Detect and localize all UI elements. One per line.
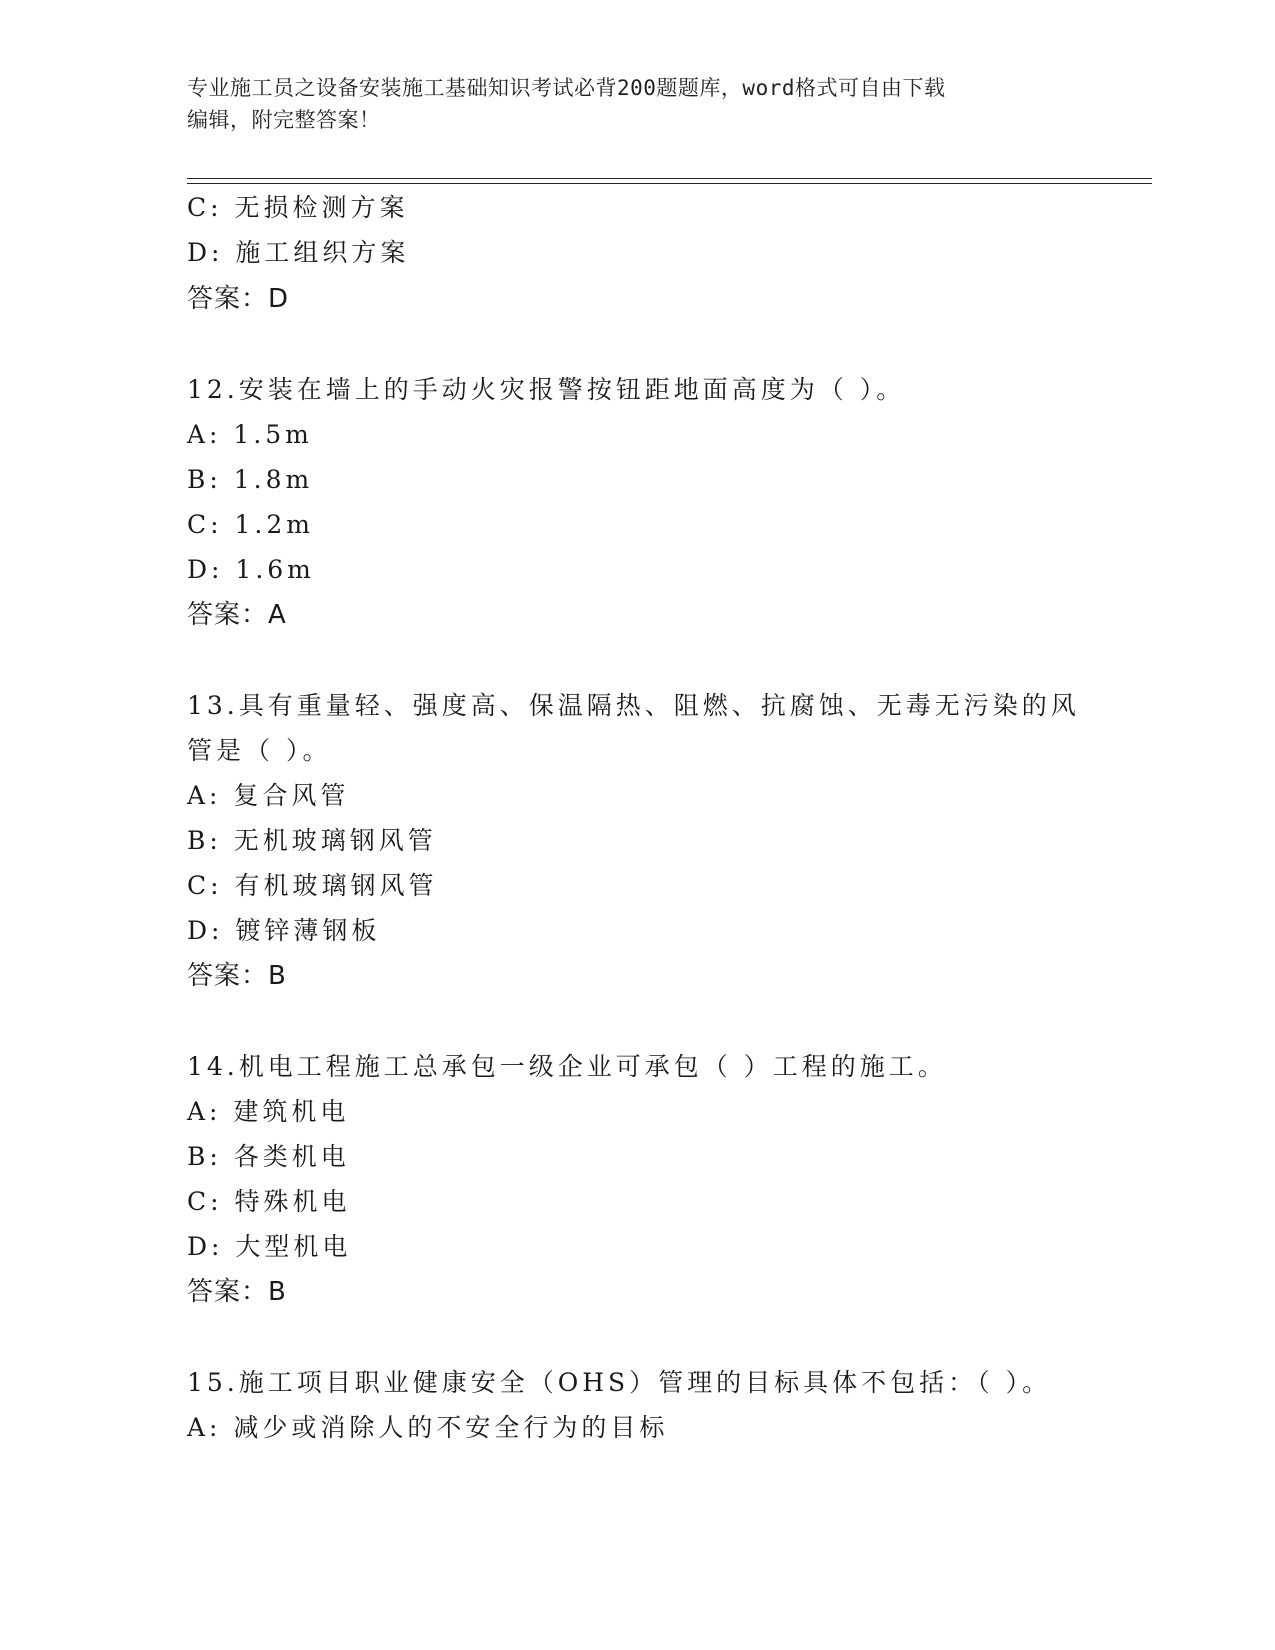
document-header <box>187 72 1067 136</box>
q14-option-b: B: 各类机电 <box>187 1142 350 1171</box>
header-line-1: 专业施工员之设备安装施工基础知识考试必背200题题库，word格式可自由下载 <box>187 76 946 100</box>
q13-option-c: C: 有机玻璃钢风管 <box>187 871 438 900</box>
q14-stem: 14.机电工程施工总承包一级企业可承包（ ）工程的施工。 <box>187 1052 947 1081</box>
q12-stem: 12.安装在墙上的手动火灾报警按钮距地面高度为（ ）。 <box>187 375 906 404</box>
q13-stem-line-1: 13.具有重量轻、强度高、保温隔热、阻燃、抗腐蚀、无毒无污染的风 <box>187 691 1080 720</box>
q15-stem: 15.施工项目职业健康安全（OHS）管理的目标具体不包括：（ ）。 <box>187 1368 1052 1397</box>
q14-option-d: D: 大型机电 <box>187 1232 352 1261</box>
q13-option-b: B: 无机玻璃钢风管 <box>187 826 437 855</box>
q11-option-d: D: 施工组织方案 <box>187 238 410 267</box>
q12-option-b: B: 1.8m <box>187 465 314 494</box>
q15-option-a: A: 减少或消除人的不安全行为的目标 <box>187 1413 669 1442</box>
q14-answer: 答案：B <box>187 1277 287 1307</box>
q12-option-c: C: 1.2m <box>187 510 314 539</box>
q14-option-a: A: 建筑机电 <box>187 1097 350 1126</box>
q12-option-d: D: 1.6m <box>187 555 315 584</box>
q13-stem-line-2: 管是（ ）。 <box>187 736 332 765</box>
q13-answer: 答案：B <box>187 961 287 991</box>
q11-option-c: C: 无损检测方案 <box>187 193 409 222</box>
q14-option-c: C: 特殊机电 <box>187 1187 351 1216</box>
header-divider-top <box>187 178 1152 179</box>
header-line-2: 编辑，附完整答案！ <box>187 108 381 132</box>
q11-answer: 答案：D <box>187 284 290 314</box>
q13-option-a: A: 复合风管 <box>187 781 350 810</box>
q12-answer: 答案：A <box>187 600 287 630</box>
q13-option-d: D: 镀锌薄钢板 <box>187 916 381 945</box>
q12-option-a: A: 1.5m <box>187 420 313 449</box>
header-divider-bottom <box>187 183 1152 184</box>
